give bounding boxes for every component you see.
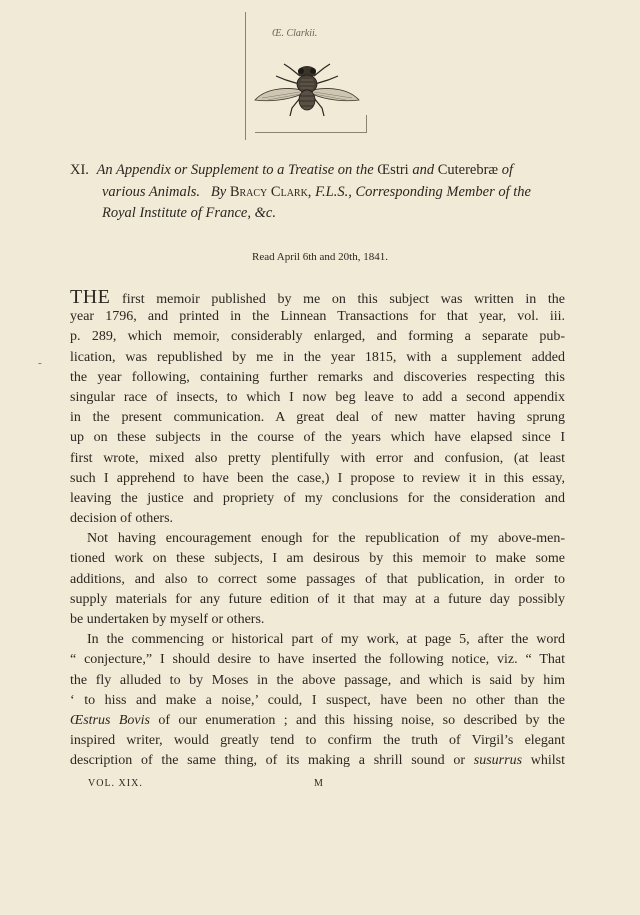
- volume-label: VOL. XIX.: [88, 778, 143, 789]
- title-line3: Royal Institute of France, &c.: [102, 205, 276, 221]
- oestrus-bovis: Œstrus Bovis: [70, 712, 150, 728]
- body-line: description of the same thing, of its making a shrill sound or susurrus whilst: [70, 753, 565, 769]
- body-line: decision of others.: [70, 511, 174, 527]
- body-line: additions, and also to correct some passages of that publication, in order to: [70, 571, 565, 587]
- title-line1-italic: An Appendix or Supplement to a Treatise on the: [96, 162, 374, 178]
- title-of: of: [501, 162, 514, 178]
- body-line: be undertaken by myself or others.: [70, 612, 265, 627]
- body-line: in the present communication. A great deal of new matter having sprung: [70, 410, 565, 426]
- title-by: By: [210, 183, 227, 200]
- signature-mark: M: [314, 778, 323, 789]
- title-oestri: Œstri: [377, 162, 409, 178]
- article-title: [70, 160, 575, 225]
- body-line: ‘ to hiss and make a noise,’ could, I suspect, have been no other than the: [70, 692, 565, 708]
- body-line: THE first memoir published by me on this subject was written in the: [70, 286, 565, 308]
- body-line: Œstrus Bovis of our enumeration ; and this hissing noise, so described by the: [70, 712, 565, 728]
- margin-mark: -: [38, 357, 42, 369]
- title-various-animals: various Animals.: [102, 183, 201, 200]
- susurrus: susurrus: [473, 753, 523, 769]
- title-credentials: F.L.S., Corresponding Member of the: [315, 183, 531, 200]
- body-line: In the commencing or historical part of my work, at page 5, after the word: [87, 632, 565, 648]
- body-text: [70, 287, 565, 772]
- body-line: “ conjecture,” I should desire to have inserted the following notice, viz. “ That: [70, 652, 565, 668]
- plate-border-bottom: [255, 132, 367, 133]
- drop-cap: THE: [70, 286, 111, 308]
- article-number: XI.: [70, 162, 89, 178]
- body-line: singular race of insects, to which I now beg leave to add a second appendix: [70, 389, 565, 405]
- body-line: leaving the justice and propriety of my conclusions for the consideration and: [70, 490, 565, 506]
- fly-illustration: [252, 50, 362, 122]
- body-line: tioned work on these subjects, I am desirous by this memoir to make some: [70, 551, 565, 567]
- title-cuterebrae: Cuterebræ: [437, 162, 499, 178]
- body-line: such I apprehend to have been the case,) I propose to review it in this essay,: [70, 470, 565, 486]
- title-line2: [70, 182, 575, 204]
- body-line: first wrote, mixed also pretty plentifully with error and confusion, (at least: [70, 450, 565, 466]
- body-line: lication, was republished by me in the year 1815, with a supplement added: [70, 349, 565, 365]
- body-line: Not having encouragement enough for the republication of my above-men-: [87, 531, 565, 547]
- read-date: Read April 6th and 20th, 1841.: [252, 251, 388, 263]
- body-line: up on these subjects in the course of the years which have elapsed since I: [70, 430, 565, 446]
- title-author: Bracy Clark,: [229, 183, 312, 200]
- plate-caption: Œ. Clarkii.: [272, 28, 318, 39]
- title-and: and: [412, 162, 435, 178]
- body-line: year 1796, and printed in the Linnean Transactions for that year, vol. iii.: [70, 309, 565, 325]
- body-line: supply materials for any future edition of it that may at a future day possibly: [70, 591, 565, 607]
- plate-border-right: [366, 115, 367, 133]
- body-line: p. 289, which memoir, considerably enlarged, and forming a separate pub-: [70, 329, 565, 345]
- body-line: the year following, containing further remarks and discoveries respecting this: [70, 369, 565, 385]
- body-line: the fly alluded to by Moses in the above passage, and which is said by him: [70, 672, 565, 688]
- body-line: inspired writer, would greatly tend to confirm the truth of Virgil’s elegant: [70, 733, 565, 749]
